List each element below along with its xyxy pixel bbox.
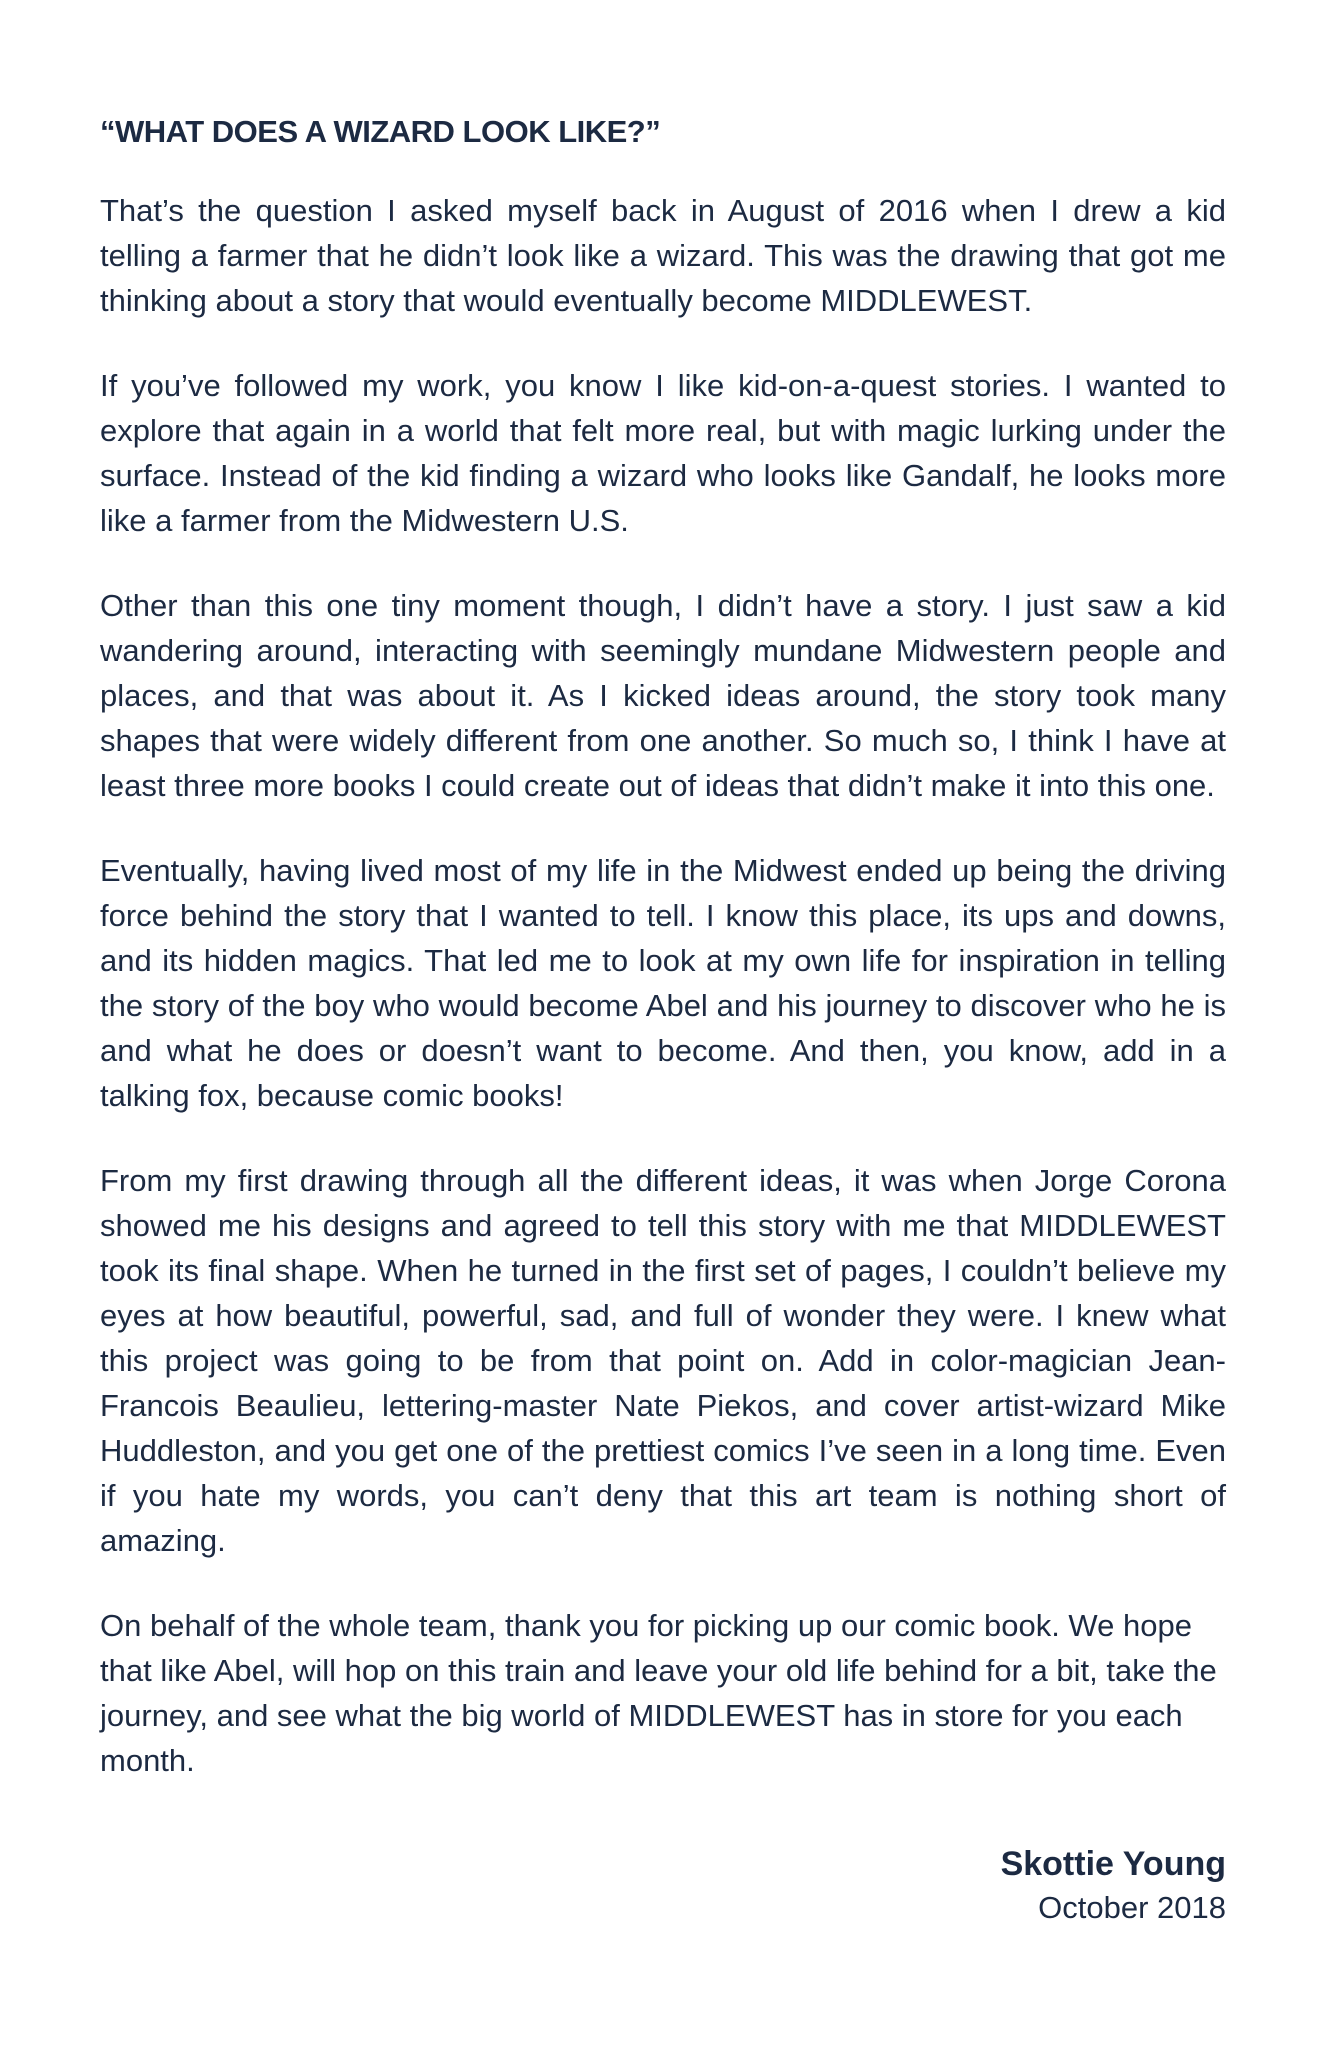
paragraph-5: From my first drawing through all the different ideas, it was when Jorge Corona showed me his designs and agreed to tell this story with me that MIDDLEWEST took its final shape. When he turned in the first set of pages, I couldn’t believe my eyes at how beautiful, powerful, sad, and full of wonder they were. I knew what this project was going to be from that point on. Add in color-magician Jean-Francois Beaulieu, lettering-master Nate Piekos, and cover artist-wizard Mike Huddleston, and you get one of the prettiest comics I’ve seen in a long time. Even if you hate my words, you can’t deny that this art team is nothing short of amazing. xyxy=(100,1163,1226,1558)
signature-block xyxy=(1001,1842,1226,1930)
paragraph-3: Other than this one tiny moment though, I didn’t have a story. I just saw a kid wandering around, interacting with seemingly mundane Midwestern people and places, and that was about it. As I kicked ideas around, the story took many shapes that were widely different from one another. So much so, I think I have at least three more books I could create out of ideas that didn’t make it into this one. xyxy=(100,588,1226,803)
signature-name: Skottie Young xyxy=(1000,1845,1226,1883)
paragraph-2: If you’ve followed my work, you know I like kid-on-a-quest stories. I wanted to explore that again in a world that felt more real, but with magic lurking under the surface. Instead of the kid finding a wizard who looks like Gandalf, he looks more like a farmer from the Midwestern U.S. xyxy=(100,368,1226,538)
signature-date: October 2018 xyxy=(1038,1890,1226,1925)
letter-title: “WHAT DOES A WIZARD LOOK LIKE?” xyxy=(100,114,661,149)
letter-page xyxy=(100,112,1226,1925)
paragraph-1: That’s the question I asked myself back in August of 2016 when I drew a kid telling a farmer that he didn’t look like a wizard. This was the drawing that got me thinking about a story that would eventually become MIDDLEWEST. xyxy=(100,193,1226,318)
paragraph-4: Eventually, having lived most of my life in the Midwest ended up being the driving force behind the story that I wanted to tell. I know this place, its ups and downs, and its hidden magics. That led me to look at my own life for inspiration in telling the story of the boy who would become Abel and his journey to discover who he is and what he does or doesn’t want to become. And then, you know, add in a talking fox, because comic books! xyxy=(100,853,1226,1113)
paragraph-6: On behalf of the whole team, thank you for picking up our comic book. We hope that like Abel, will hop on this train and leave your old life behind for a bit, take the journey, and see what the big world of MIDDLEWEST has in store for you each month. xyxy=(100,1608,1217,1778)
